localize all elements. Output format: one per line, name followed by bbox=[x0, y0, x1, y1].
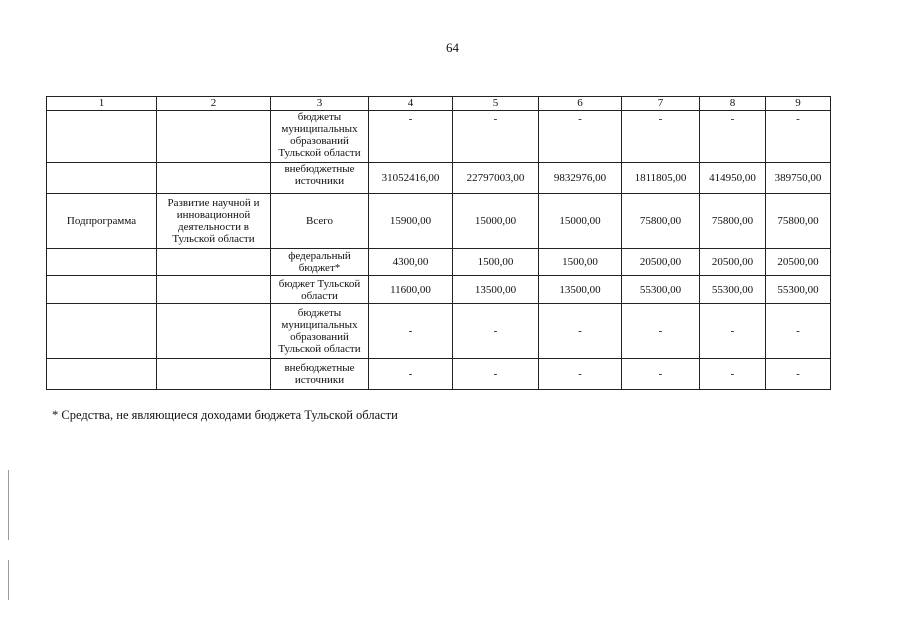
scan-margin-mark bbox=[8, 470, 9, 540]
value-cell: 75800,00 bbox=[766, 194, 831, 249]
value-cell: - bbox=[369, 359, 453, 390]
value-cell: - bbox=[622, 304, 700, 359]
value-cell: 4300,00 bbox=[369, 249, 453, 276]
funding-source-cell: бюджеты муниципальных образований Тульской области bbox=[271, 111, 369, 163]
value-cell: - bbox=[539, 111, 622, 163]
value-cell: - bbox=[766, 359, 831, 390]
name-cell bbox=[157, 163, 271, 194]
column-header: 9 bbox=[766, 97, 831, 111]
name-cell bbox=[157, 359, 271, 390]
value-cell: 15000,00 bbox=[539, 194, 622, 249]
program-cell bbox=[47, 163, 157, 194]
value-cell: 13500,00 bbox=[539, 276, 622, 304]
value-cell: 22797003,00 bbox=[453, 163, 539, 194]
value-cell: 414950,00 bbox=[700, 163, 766, 194]
table-row bbox=[47, 276, 831, 304]
table-row bbox=[47, 194, 831, 249]
value-cell: - bbox=[622, 111, 700, 163]
value-cell: 389750,00 bbox=[766, 163, 831, 194]
program-cell bbox=[47, 249, 157, 276]
value-cell: - bbox=[453, 111, 539, 163]
budget-table bbox=[46, 96, 831, 390]
program-cell bbox=[47, 304, 157, 359]
value-cell: 15900,00 bbox=[369, 194, 453, 249]
value-cell: 75800,00 bbox=[622, 194, 700, 249]
value-cell: - bbox=[369, 111, 453, 163]
column-header: 7 bbox=[622, 97, 700, 111]
footnote: * Средства, не являющиеся доходами бюджета Тульской области bbox=[52, 408, 398, 422]
value-cell: - bbox=[766, 304, 831, 359]
name-cell bbox=[157, 304, 271, 359]
value-cell: - bbox=[453, 359, 539, 390]
table-row bbox=[47, 249, 831, 276]
value-cell: - bbox=[700, 359, 766, 390]
name-cell bbox=[157, 111, 271, 163]
header-row bbox=[47, 97, 831, 111]
column-header: 6 bbox=[539, 97, 622, 111]
value-cell: - bbox=[622, 359, 700, 390]
table-row bbox=[47, 359, 831, 390]
funding-source-cell: федеральный бюджет* bbox=[271, 249, 369, 276]
column-header: 3 bbox=[271, 97, 369, 111]
value-cell: - bbox=[766, 111, 831, 163]
funding-source-cell: внебюджетные источники bbox=[271, 163, 369, 194]
value-cell: 20500,00 bbox=[700, 249, 766, 276]
value-cell: 55300,00 bbox=[622, 276, 700, 304]
column-header: 1 bbox=[47, 97, 157, 111]
funding-source-cell: бюджеты муниципальных образований Тульской области bbox=[271, 304, 369, 359]
program-cell bbox=[47, 359, 157, 390]
value-cell: 15000,00 bbox=[453, 194, 539, 249]
value-cell: - bbox=[453, 304, 539, 359]
value-cell: - bbox=[539, 359, 622, 390]
column-header: 8 bbox=[700, 97, 766, 111]
column-header: 5 bbox=[453, 97, 539, 111]
name-cell: Развитие научной и инновационной деятельности в Тульской области bbox=[157, 194, 271, 249]
funding-source-cell: внебюджетные источники bbox=[271, 359, 369, 390]
value-cell: 1500,00 bbox=[453, 249, 539, 276]
column-header: 2 bbox=[157, 97, 271, 111]
name-cell bbox=[157, 249, 271, 276]
table-row bbox=[47, 163, 831, 194]
program-cell bbox=[47, 111, 157, 163]
program-cell: Подпрограмма bbox=[47, 194, 157, 249]
program-cell bbox=[47, 276, 157, 304]
value-cell: - bbox=[369, 304, 453, 359]
value-cell: - bbox=[700, 304, 766, 359]
name-cell bbox=[157, 276, 271, 304]
value-cell: 11600,00 bbox=[369, 276, 453, 304]
value-cell: 20500,00 bbox=[766, 249, 831, 276]
value-cell: 55300,00 bbox=[700, 276, 766, 304]
value-cell: 1500,00 bbox=[539, 249, 622, 276]
scan-margin-mark bbox=[8, 560, 9, 600]
table-row bbox=[47, 111, 831, 163]
value-cell: 9832976,00 bbox=[539, 163, 622, 194]
value-cell: 20500,00 bbox=[622, 249, 700, 276]
value-cell: - bbox=[539, 304, 622, 359]
funding-source-cell: бюджет Тульской области bbox=[271, 276, 369, 304]
funding-source-cell: Всего bbox=[271, 194, 369, 249]
table-row bbox=[47, 304, 831, 359]
page-number: 64 bbox=[446, 40, 459, 55]
value-cell: 31052416,00 bbox=[369, 163, 453, 194]
value-cell: 1811805,00 bbox=[622, 163, 700, 194]
value-cell: 13500,00 bbox=[453, 276, 539, 304]
value-cell: - bbox=[700, 111, 766, 163]
column-header: 4 bbox=[369, 97, 453, 111]
value-cell: 75800,00 bbox=[700, 194, 766, 249]
value-cell: 55300,00 bbox=[766, 276, 831, 304]
